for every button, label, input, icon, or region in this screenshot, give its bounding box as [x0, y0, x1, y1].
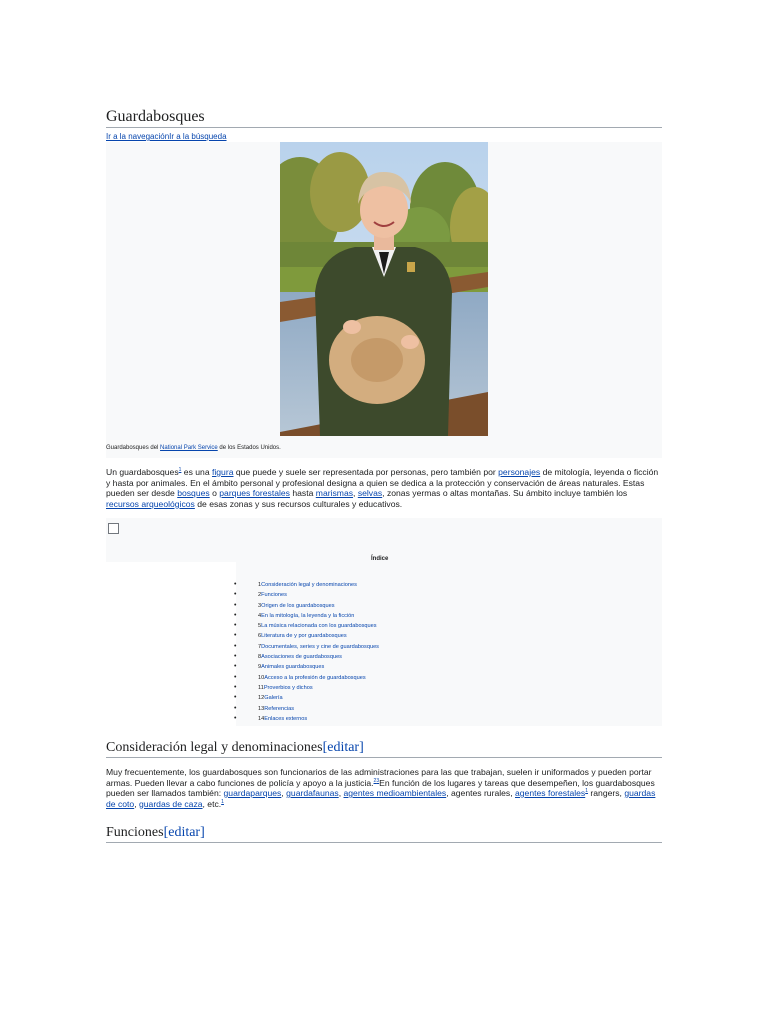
text: es una	[181, 467, 212, 477]
toc-item[interactable]	[234, 693, 379, 703]
section-title: Consideración legal y denominaciones	[106, 740, 323, 755]
toc-title: Índice	[371, 556, 389, 562]
toc-item-link[interactable]: La música relacionada con los guardabosques	[261, 623, 377, 630]
text: , etc.	[202, 798, 222, 809]
toc-item-link[interactable]: Asociaciones de guardabosques	[261, 654, 342, 661]
toc-item-link[interactable]: Enlaces externos	[264, 715, 308, 722]
toc-item-number: 4	[258, 612, 262, 619]
link-agentes-medioambientales[interactable]: agentes medioambientales	[343, 788, 447, 798]
toc-item-link[interactable]: Documentales, series y cine de guardabosques	[261, 643, 379, 650]
toc-item-number: 9	[258, 664, 262, 671]
link-marismas[interactable]: marismas	[315, 488, 354, 498]
toc-item[interactable]	[234, 621, 379, 631]
toc-item[interactable]	[234, 611, 379, 621]
text: , agentes rurales,	[446, 788, 515, 798]
ranger-photo-image	[280, 142, 488, 436]
link-selvas[interactable]: selvas	[357, 488, 383, 498]
reference-1[interactable]: 1	[178, 467, 182, 474]
link-bosques[interactable]: bosques	[177, 488, 210, 498]
toc-item-number: 14	[258, 715, 265, 722]
toc-item-number: 1	[258, 582, 262, 588]
text: ,	[353, 488, 358, 498]
link-agentes-forestales[interactable]: agentes forestales	[515, 788, 586, 798]
toc-item-number: 7	[258, 643, 262, 650]
section-title: Funciones	[106, 825, 164, 840]
text: , zonas yermas o altas montañas. Su ámbito incluye también los	[382, 488, 628, 498]
toc-list	[234, 580, 379, 724]
figure-caption	[106, 445, 281, 451]
reference-1c[interactable]: 1	[221, 798, 224, 805]
section-heading-consideracion	[106, 740, 662, 758]
toc-item-link[interactable]: Consideración legal y denominaciones	[261, 582, 357, 588]
link-personajes[interactable]: personajes	[498, 467, 541, 477]
toc-item-number: 11	[258, 684, 264, 691]
link-guardafaunas[interactable]: guardafaunas	[286, 788, 339, 798]
toc-item-number: 8	[258, 654, 262, 661]
toc-item[interactable]	[234, 714, 379, 724]
link-figura[interactable]: figura	[211, 467, 234, 477]
ranger-photo[interactable]	[280, 142, 488, 436]
text: ,	[134, 798, 139, 809]
text: que puede y suele ser representada por personas, pero también por	[233, 467, 499, 477]
toc-item-link[interactable]: Animales guardabosques	[261, 664, 325, 671]
intro-paragraph	[106, 467, 662, 509]
toc-item-number: 13	[258, 705, 265, 712]
text: En función de los lugares y tareas que desempeñen, los guardabosques pueden ser llamados también:	[106, 777, 655, 798]
text: de mitología, leyenda o ficción y hasta por animales. En el ámbito personal y profesional designa a quien se dedica a la protección y conservación de áreas naturales. Estas pueden ser desde	[106, 467, 659, 498]
toc-item-link[interactable]: En la mitología, la leyenda y la ficción	[261, 612, 355, 619]
text: o	[209, 488, 220, 498]
toc-item-number: 10	[258, 674, 265, 681]
link-guardaparques[interactable]: guardaparques	[223, 788, 282, 798]
toc-item-link[interactable]: Referencias	[264, 705, 295, 712]
edit-section-link[interactable]: [editar]	[322, 740, 364, 755]
toc-item-number: 3	[258, 602, 262, 609]
edit-section-link[interactable]: [editar]	[163, 825, 205, 840]
reference-3[interactable]: 3	[376, 777, 380, 784]
toc-item[interactable]	[234, 704, 379, 714]
thumbnail-figure	[106, 142, 662, 458]
national-park-service-link[interactable]: National Park Service	[160, 445, 218, 451]
text: Muy frecuentemente, los guardabosques son funcionarios de las administraciones para las que trabajan, suelen ir uniformados y pueden portar armas. Pueden llevar a cabo funciones de policía y apoyo a la justicia.	[106, 767, 652, 788]
toc-item[interactable]	[234, 662, 379, 672]
text: ,	[281, 788, 287, 798]
table-of-contents	[106, 518, 662, 726]
toc-item[interactable]	[234, 683, 379, 693]
toc-toggle-checkbox[interactable]	[108, 523, 119, 534]
toc-item-number: 2	[258, 592, 262, 599]
text: ,	[338, 788, 344, 798]
text: hasta	[289, 488, 316, 498]
toc-item[interactable]	[234, 673, 379, 683]
jump-links[interactable]: Ir a la navegaciónIr a la búsqueda	[106, 132, 227, 141]
caption-text-end: de los Estados Unidos.	[217, 445, 281, 451]
page-title: Guardabosques	[106, 108, 662, 128]
toc-item-link[interactable]: Origen de los guardabosques	[261, 602, 335, 609]
link-guardas-de-caza[interactable]: guardas de caza	[138, 798, 203, 809]
text: Un guardabosques	[106, 467, 179, 477]
text: rangers,	[588, 788, 625, 798]
toc-item[interactable]	[234, 652, 379, 662]
link-guardas-de-coto[interactable]: guardas de coto	[106, 788, 656, 809]
toc-item-link[interactable]: Funciones	[261, 592, 287, 599]
toc-spacer	[106, 562, 236, 726]
toc-item-link[interactable]: Literatura de y por guardabosques	[261, 633, 347, 640]
toc-item[interactable]	[234, 642, 379, 652]
toc-item-link[interactable]: Acceso a la profesión de guardabosques	[264, 674, 366, 681]
section-heading-funciones	[106, 825, 662, 843]
caption-text: Guardabosques del	[106, 445, 161, 451]
reference-1b[interactable]: 1	[585, 788, 589, 795]
reference-2[interactable]: 2	[373, 777, 377, 784]
text: de esas zonas y sus recursos culturales y educativos.	[194, 498, 403, 509]
toc-item-number: 12	[258, 695, 265, 702]
toc-item[interactable]	[234, 580, 379, 590]
toc-item-link[interactable]: Galería	[264, 695, 283, 702]
toc-item[interactable]	[234, 590, 379, 600]
toc-item-link[interactable]: Proverbios y dichos	[263, 684, 313, 691]
section-paragraph	[106, 767, 662, 809]
toc-item-number: 6	[258, 633, 262, 640]
link-parques-forestales[interactable]: parques forestales	[219, 488, 290, 498]
toc-item[interactable]	[234, 631, 379, 641]
toc-item-number: 5	[258, 623, 262, 630]
link-recursos-arqueologicos[interactable]: recursos arqueológicos	[106, 498, 195, 509]
toc-item[interactable]	[234, 601, 379, 611]
